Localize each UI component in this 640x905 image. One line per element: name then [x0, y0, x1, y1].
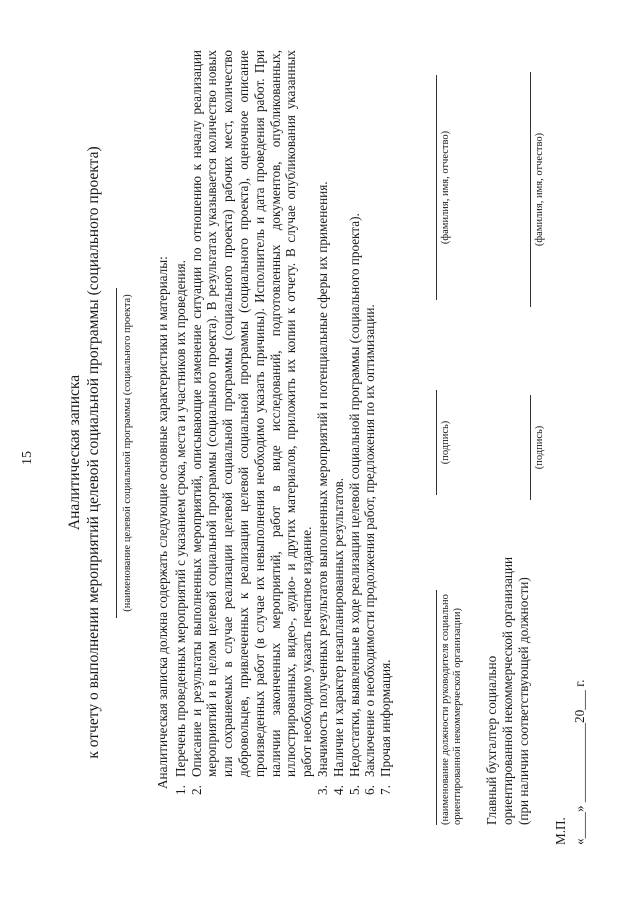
accountant-name-line — [530, 72, 531, 307]
document-title: Аналитическая записка — [66, 374, 83, 531]
requirements-section — [155, 50, 394, 805]
accountant-signature-line — [530, 395, 531, 500]
list-item: 5. Недостатки, выявленные в ходе реализации целевой социальной программы (социального проекта). — [346, 213, 362, 795]
accountant-note: (при наличии соответствующей должности) — [516, 577, 531, 825]
list-item: 6. Заключение о необходимости продолжения работ, предложения по их оптимизации. — [362, 304, 378, 795]
intro-text: Аналитическая записка должна содержать следующие основные характеристики и материалы: — [155, 256, 170, 789]
stamp-label: М.П. — [553, 817, 568, 845]
head-signature-line — [436, 390, 437, 495]
head-position-line — [436, 590, 437, 825]
head-name-caption: (фамилия, имя, отчество) — [440, 130, 451, 245]
list-item: 7. Прочая информация. — [378, 659, 394, 795]
accountant-block — [484, 525, 532, 825]
document-subtitle: к отчету о выполнении мероприятий целевой социальной программы (социального проекта) — [85, 146, 102, 759]
list-item: 2. Описание и результаты выполненных мероприятий, описывающие изменение ситуации по отношению к началу реализации мероприятий и в целом целевой социальной программы (социального проекта). В результатах указывается количество новых или сохраняемых в случае реализации целевой социальной программы (социального проекта) рабочих мест, количество добровольцев, привлеченных к реализации целевой социальной программы (социального проекта), оценочное описание произведенных работ (в случае их невыполнения необходимо указать причины). Исполнитель и дата проведения работ. При наличии законченных мероприятий, работ в виде исследований, подготовленных документов, опубликованных, иллюстрированных, видео-, аудио- и других материалов, приложить их копии к отчету. В случае опубликования указанных работ необходимо указать печатное издание. — [188, 50, 315, 795]
program-name-caption: (наименование целевой социальной программы (социального проекта) — [122, 294, 133, 612]
list-item: 1. Перечень проведенных мероприятий с указанием срока, места и участников их проведения. — [172, 260, 188, 795]
requirements-list — [173, 50, 394, 805]
program-name-line — [116, 288, 117, 618]
head-name-line — [436, 75, 437, 300]
accountant-signature-caption: (подпись) — [534, 425, 545, 470]
list-item: 4. Наличие и характер незапланированных результатов. — [330, 477, 346, 795]
head-position-caption: (наименование должности руководителя социально ориентированной некоммерческой организации) — [440, 594, 463, 825]
accountant-title: Главный бухгалтер социально — [484, 655, 499, 825]
page-number: 15 — [20, 451, 35, 465]
list-item: 3. Значимость полученных результатов выполненных мероприятий и потенциальные сферы их применения. — [314, 181, 330, 795]
accountant-name-caption: (фамилия, имя, отчество) — [534, 132, 545, 247]
accountant-org: ориентированной некоммерческой организации — [500, 556, 515, 825]
head-signature-caption: (подпись) — [440, 420, 451, 465]
date-line: «____» ____________20___ г. — [572, 679, 587, 845]
